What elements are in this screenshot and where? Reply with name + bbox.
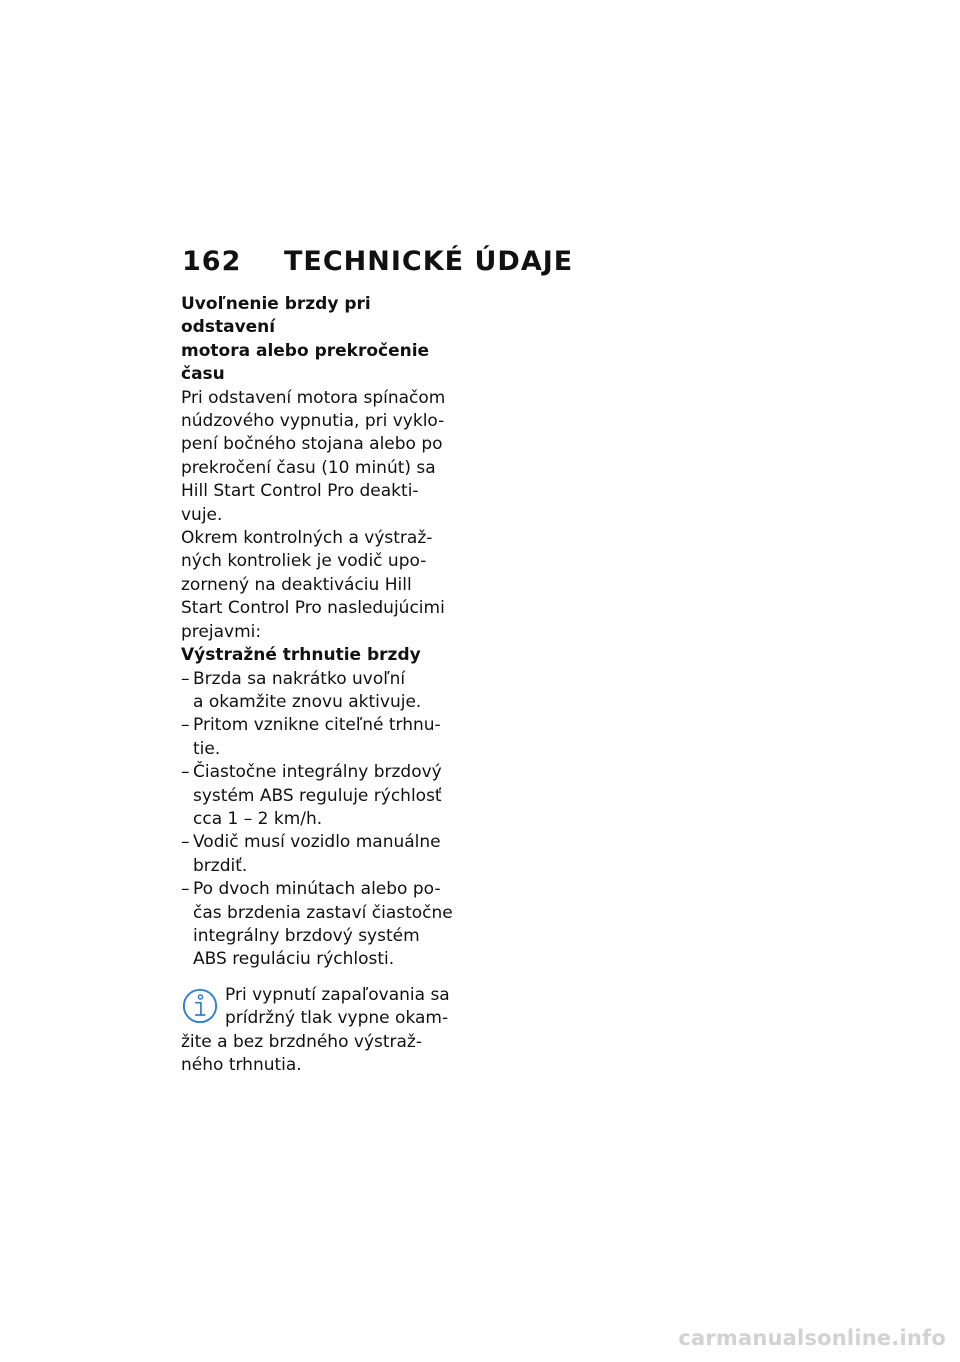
list-item-line: Čiastočne integrálny brzdový <box>193 762 442 783</box>
paragraph-line: vuje. <box>181 504 223 525</box>
paragraph-line: Start Control Pro nasledujúcimi <box>181 598 445 619</box>
paragraph-line: Pri odstavení motora spínačom <box>181 387 446 408</box>
list-item-line: cca 1 – 2 km/h. <box>193 808 323 829</box>
note-line: žite a bez brzdného výstraž- <box>181 1031 422 1052</box>
subheading: Výstražné trhnutie brzdy <box>181 645 421 666</box>
main-column <box>181 293 453 1077</box>
paragraph-line: Hill Start Control Pro deakti- <box>181 481 419 502</box>
list-item-line: čas brzdenia zastaví čiastočne <box>193 902 453 923</box>
info-note <box>181 984 453 1078</box>
paragraph-line: núdzového vypnutia, pri vyklo- <box>181 411 445 432</box>
list-item-line: tie. <box>193 738 221 759</box>
paragraph-line: Okrem kontrolných a výstraž- <box>181 528 433 549</box>
list-item-line: integrálny brzdový systém <box>193 925 420 946</box>
list-dash: – <box>181 832 190 853</box>
list-dash: – <box>181 715 190 736</box>
list-item-line: ABS reguláciu rýchlosti. <box>193 949 395 970</box>
page-number: 162 <box>182 246 242 277</box>
list-dash: – <box>181 762 190 783</box>
note-line: prídržný tlak vypne okam- <box>225 1008 449 1029</box>
paragraph-deactivation <box>181 387 453 527</box>
warning-list <box>181 668 453 972</box>
list-item <box>181 714 453 761</box>
paragraph-line: prejavmi: <box>181 621 262 642</box>
list-dash: – <box>181 879 190 900</box>
list-item-line: systém ABS reguluje rýchlosť <box>193 785 442 806</box>
paragraph-warning-intro <box>181 527 453 644</box>
note-line: ného trhnutia. <box>181 1055 302 1075</box>
list-item <box>181 761 453 831</box>
list-item-line: Pritom vznikne citeľné trhnu- <box>193 715 441 736</box>
section-heading-line: motora alebo prekročenie <box>181 340 430 361</box>
list-item <box>181 831 453 878</box>
list-item-line: Brzda sa nakrátko uvoľní <box>193 668 406 689</box>
list-item-line: a okamžite znovu aktivuje. <box>193 691 422 712</box>
list-item-line: Vodič musí vozidlo manuálne <box>193 832 441 853</box>
paragraph-line: zornený na deaktiváciu Hill <box>181 574 412 595</box>
paragraph-line: ných kontroliek je vodič upo- <box>181 551 427 572</box>
list-item <box>181 878 453 972</box>
paragraph-line: prekročení času (10 minút) sa <box>181 457 436 478</box>
note-line: Pri vypnutí zapaľovania sa <box>225 984 450 1005</box>
section-heading-line: času <box>181 364 225 385</box>
info-icon <box>181 987 219 1025</box>
page-header <box>182 244 573 280</box>
section-heading <box>181 293 453 387</box>
paragraph-line: pení bočného stojana alebo po <box>181 434 443 455</box>
watermark: carmanualsonline.info <box>678 1326 946 1350</box>
list-item-line: Po dvoch minútach alebo po- <box>193 879 441 900</box>
list-item-line: brzdiť. <box>193 855 248 876</box>
list-item <box>181 668 453 715</box>
section-heading-line: Uvoľnenie brzdy pri odstavení <box>181 294 371 338</box>
list-dash: – <box>181 668 190 689</box>
chapter-title: TECHNICKÉ ÚDAJE <box>284 246 574 277</box>
